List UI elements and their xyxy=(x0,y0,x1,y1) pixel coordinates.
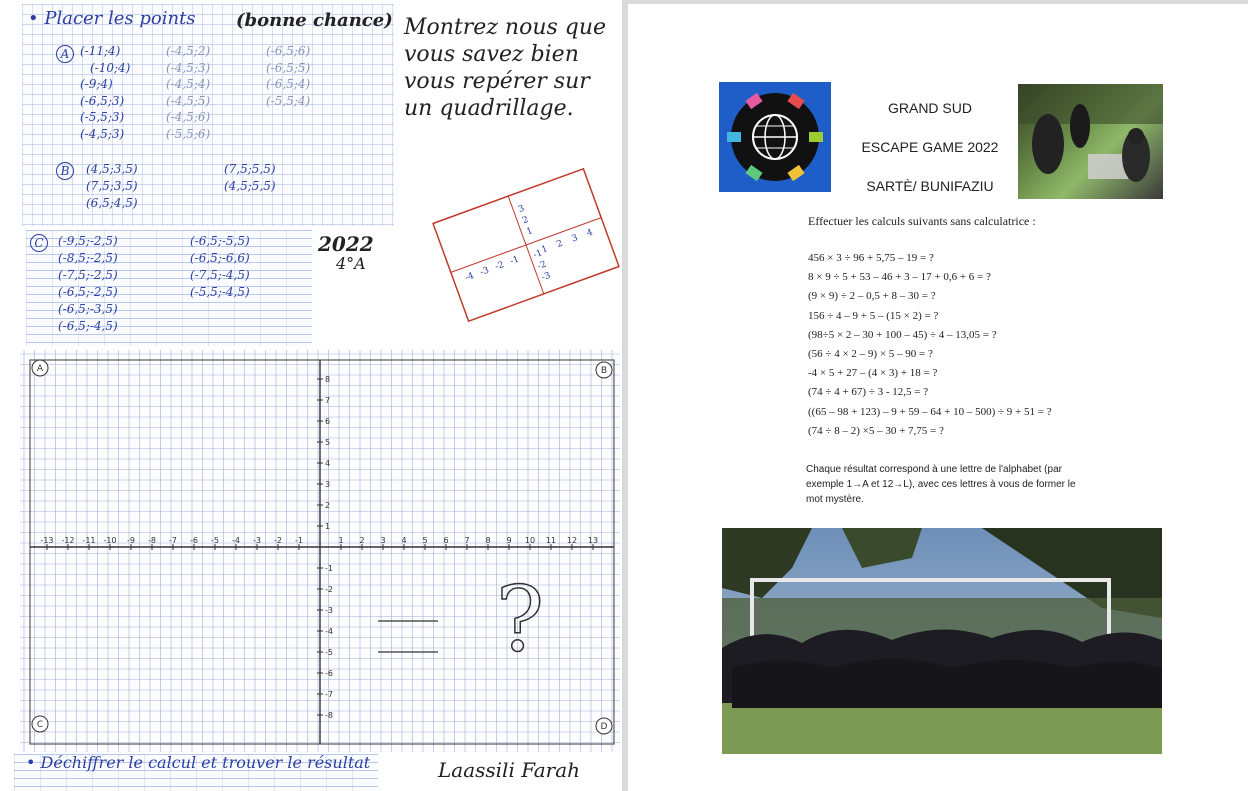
calculation-line: (74 ÷ 8 – 2) ×5 – 30 + 7,75 = ? xyxy=(808,424,944,437)
corner-label: B xyxy=(600,366,608,376)
sketch-y-tick: 2 xyxy=(521,214,531,227)
grid-x-tick-label: -10 xyxy=(103,536,117,545)
calculation-line: -4 × 5 + 27 – (4 × 3) + 18 = ? xyxy=(808,367,938,380)
calculation-line: (56 ÷ 4 × 2 – 9) × 5 – 90 = ? xyxy=(808,347,933,360)
point-coordinate: (-8,5;-2,5) xyxy=(58,251,118,265)
point-coordinate: (-6,5;-2,5) xyxy=(58,285,118,299)
students-photo-small xyxy=(1018,84,1163,199)
point-coordinate: (-4,5;4) xyxy=(166,77,211,91)
point-coordinate: (-4,5;3) xyxy=(166,60,211,75)
grid-x-tick-label: -5 xyxy=(211,536,219,545)
grid-y-tick-label: -5 xyxy=(325,648,333,657)
point-coordinate: (-4,5;2) xyxy=(166,44,211,58)
corner-label: D xyxy=(600,722,608,732)
coordinate-grid xyxy=(20,350,620,752)
sketch-x-tick: 4 xyxy=(585,227,595,240)
grid-x-tick-label: -7 xyxy=(169,536,177,545)
event-header xyxy=(850,96,1010,213)
sketch-y-tick: -2 xyxy=(536,259,548,272)
point-coordinate: (-6,5;-6,6) xyxy=(190,251,250,265)
calc-intro: Effectuer les calculs suivants sans calculatrice : xyxy=(808,214,1036,228)
grid-x-tick-label: -2 xyxy=(274,536,282,545)
grid-canvas xyxy=(20,350,620,752)
calculation-line: 456 × 3 ÷ 96 + 5,75 – 19 = ? xyxy=(808,252,934,264)
grid-y-tick-label: -7 xyxy=(325,690,333,699)
question-mark: ? xyxy=(495,567,545,672)
escape-game-logo xyxy=(719,82,831,192)
point-coordinate: (-10;4) xyxy=(90,60,131,75)
globe-logo-icon xyxy=(719,82,831,192)
grid-y-tick-label: -6 xyxy=(325,669,333,678)
grid-y-tick-label: -3 xyxy=(325,606,333,615)
alphabet-footnote: Chaque résultat correspond à une lettre de l'alphabet (par exemple 1→A et 12→L), avec ces lettres à vous de former le mot mystère. xyxy=(806,464,1076,505)
photo-figures xyxy=(1018,84,1163,199)
point-coordinate: (-11;4) xyxy=(80,44,121,58)
grid-y-tick-label: -4 xyxy=(325,627,333,636)
sketch-x-tick: 2 xyxy=(555,238,565,251)
point-coordinate: (6,5;4,5) xyxy=(86,196,138,210)
group-photo-scene xyxy=(722,528,1162,754)
bonne-chance-note: (bonne chance) xyxy=(236,10,393,31)
calculation-line: ((65 – 98 + 123) – 9 + 59 – 64 + 10 – 500) ÷ 9 + 51 = ? xyxy=(808,405,1052,418)
grid-x-tick-label: 5 xyxy=(422,536,428,545)
point-group-label: C xyxy=(30,234,48,252)
grid-y-tick-label: -8 xyxy=(325,711,333,720)
montrez-note: Montrez nous que vous savez bien vous repérer sur un quadrillage. xyxy=(404,15,607,121)
grid-y-tick-label: 7 xyxy=(325,396,331,405)
grid-y-tick-label: 5 xyxy=(325,438,331,447)
grid-x-tick-label: -8 xyxy=(148,536,156,545)
point-group-label: A xyxy=(56,45,74,63)
header-line: SARTÈ/ BUNIFAZIU xyxy=(866,178,994,194)
class-label: 4°A xyxy=(336,254,366,273)
grid-x-tick-label: 11 xyxy=(545,536,557,545)
point-coordinate: (-5,5;4) xyxy=(266,93,311,108)
calculation-line: (98÷5 × 2 – 30 + 100 – 45) ÷ 4 – 13,05 = ? xyxy=(808,328,997,341)
point-coordinate: (-6,5;3) xyxy=(80,93,125,108)
sketch-x-tick: -4 xyxy=(463,271,476,284)
point-coordinate: (-6,5;6) xyxy=(266,44,311,58)
grid-x-tick-label: -1 xyxy=(295,536,303,545)
point-coordinate: (-5,5;-4,5) xyxy=(190,285,250,299)
sketch-y-tick: 1 xyxy=(525,226,535,238)
dechiffrer-instruction: • Déchiffrer le calcul et trouver le résultat xyxy=(26,753,371,772)
header-line: GRAND SUD xyxy=(887,100,972,116)
point-group-label: B xyxy=(56,162,74,180)
grid-x-tick-label: -12 xyxy=(61,536,75,545)
grid-y-tick-label: 2 xyxy=(325,501,331,510)
grid-y-tick-label: 1 xyxy=(325,522,331,531)
instruction-title: • Placer les points xyxy=(28,8,196,29)
grid-y-tick-label: 4 xyxy=(325,459,331,468)
sketch-y-tick: -3 xyxy=(540,270,553,284)
author-name: Laassili Farah xyxy=(438,758,581,782)
axis-sketch xyxy=(430,165,622,325)
point-coordinate: (-9;4) xyxy=(80,77,113,91)
point-coordinate: (-4,5;6) xyxy=(166,110,211,124)
point-coordinate: (-4,5;3) xyxy=(80,126,125,141)
point-coordinate: (-7,5;-2,5) xyxy=(58,268,118,282)
grid-x-tick-label: 2 xyxy=(359,536,365,545)
grid-x-tick-label: 13 xyxy=(587,536,599,545)
sketch-x-tick: -3 xyxy=(478,265,491,278)
point-coordinate: (-4,5;5) xyxy=(166,93,211,108)
sketch-x-tick: -1 xyxy=(508,254,521,268)
grid-y-tick-label: 6 xyxy=(325,417,331,426)
grid-x-tick-label: 12 xyxy=(566,536,578,545)
year-label: 2022 xyxy=(318,232,374,256)
right-page xyxy=(628,4,1248,791)
point-coordinate: (-6,5;4) xyxy=(266,77,311,91)
calculation-line: 8 × 9 ÷ 5 + 53 – 46 + 3 – 17 + 0,6 + 6 = ? xyxy=(808,271,991,284)
group-photo xyxy=(722,528,1162,754)
calculation-line: (74 ÷ 4 + 67) ÷ 3 - 12,5 = ? xyxy=(808,386,929,399)
point-coordinate: (-5,5;6) xyxy=(166,126,211,141)
grid-x-tick-label: 10 xyxy=(524,536,536,545)
calculation-list xyxy=(808,252,1052,444)
grid-x-tick-label: -3 xyxy=(253,536,261,545)
grid-y-tick-label: -1 xyxy=(325,564,333,573)
point-coordinate: (-6,5;5) xyxy=(266,60,311,75)
header-line: ESCAPE GAME 2022 xyxy=(861,139,999,155)
grid-y-tick-label: 3 xyxy=(325,480,331,489)
point-coordinate: (-7,5;-4,5) xyxy=(190,268,250,282)
point-coordinate: (4,5;5,5) xyxy=(224,179,276,193)
grid-x-tick-label: 9 xyxy=(506,536,512,545)
point-coordinate: (7,5;3,5) xyxy=(86,179,138,193)
grid-x-tick-label: -6 xyxy=(190,536,198,545)
grid-x-tick-label: -9 xyxy=(127,536,135,545)
grid-x-tick-label: 7 xyxy=(464,536,470,545)
point-coordinate: (-9,5;-2,5) xyxy=(58,234,118,248)
grid-x-tick-label: -11 xyxy=(82,536,96,545)
point-coordinate: (-6,5;-5,5) xyxy=(190,234,250,248)
grid-y-tick-label: -2 xyxy=(325,585,333,594)
point-coordinate: (-5,5;3) xyxy=(80,110,125,124)
grid-x-tick-label: 6 xyxy=(443,536,449,545)
left-page xyxy=(0,0,622,791)
corner-label: A xyxy=(36,364,44,374)
grid-x-tick-label: 1 xyxy=(338,536,344,545)
calculation-line: 156 ÷ 4 – 9 + 5 – (15 × 2) = ? xyxy=(808,309,939,322)
corner-label: C xyxy=(36,720,44,730)
grid-x-tick-label: 4 xyxy=(401,536,407,545)
sketch-y-axis xyxy=(508,196,544,294)
point-coordinate: (4,5;3,5) xyxy=(86,162,138,176)
point-coordinate: (7,5;5,5) xyxy=(224,162,276,176)
calculation-line: (9 × 9) ÷ 2 – 0,5 + 8 – 30 = ? xyxy=(808,290,936,303)
grid-x-tick-label: -13 xyxy=(40,536,54,545)
point-coordinate: (-6,5;-3,5) xyxy=(58,302,118,316)
sketch-x-tick: -2 xyxy=(493,260,506,273)
sketch-y-tick: -1 xyxy=(532,248,544,261)
sketch-x-tick: 1 xyxy=(540,244,550,256)
grid-x-tick-label: -4 xyxy=(232,536,240,545)
grid-x-tick-label: 3 xyxy=(380,536,386,545)
sketch-y-tick: 3 xyxy=(517,203,526,216)
sketch-x-tick: 3 xyxy=(570,233,580,245)
point-coordinate: (-6,5;-4,5) xyxy=(58,319,118,333)
grid-y-tick-label: 8 xyxy=(325,375,331,384)
grid-x-tick-label: 8 xyxy=(485,536,491,545)
